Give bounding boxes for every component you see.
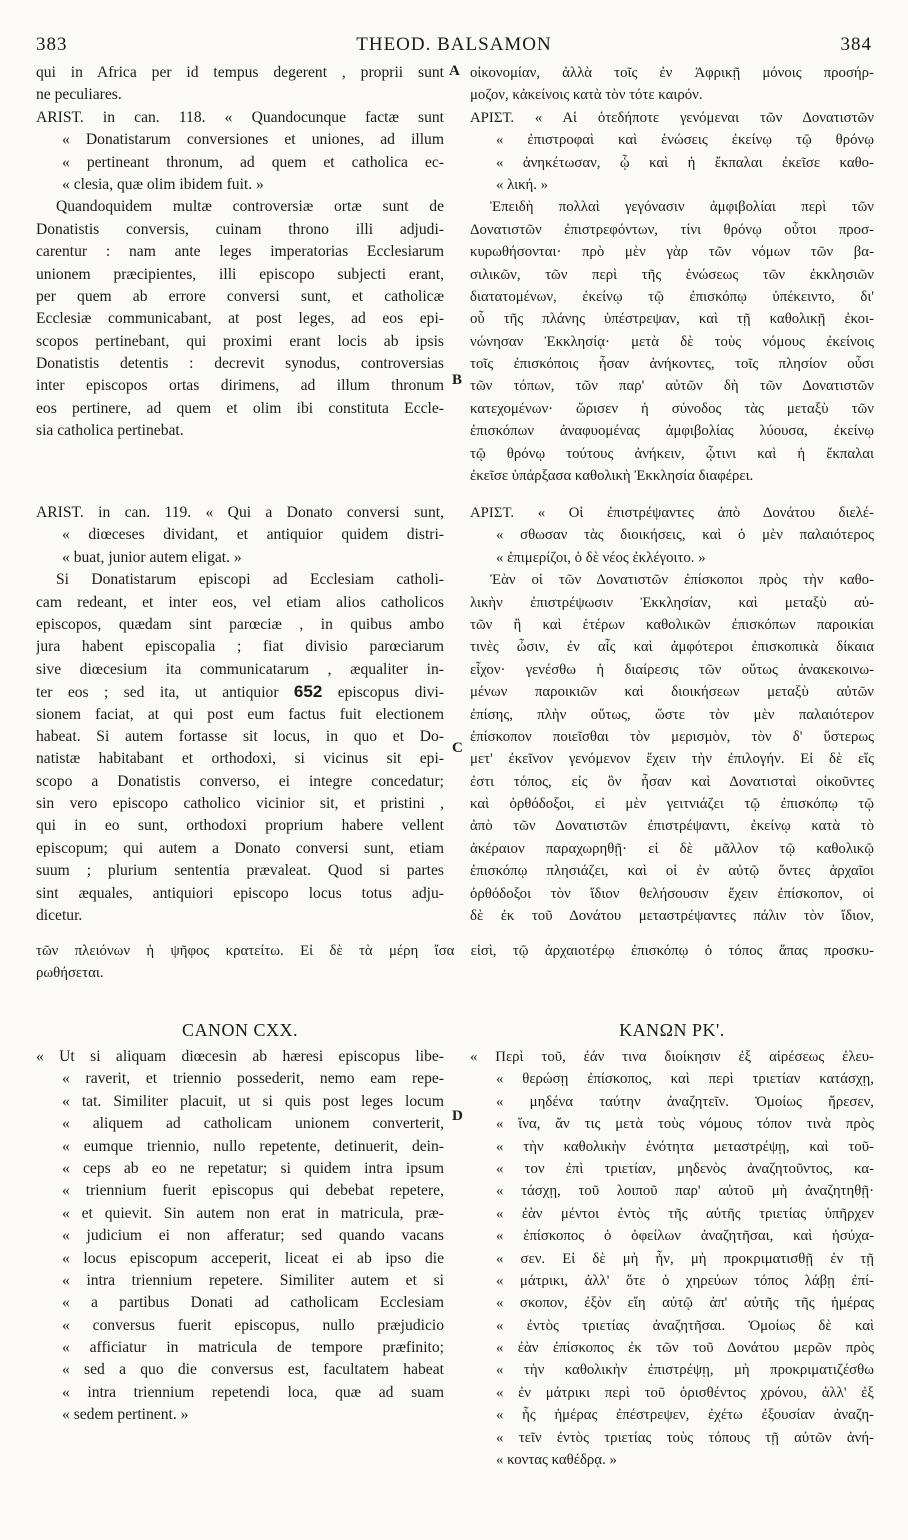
canon-latin-title: CANON CXX. bbox=[181, 1020, 298, 1040]
text-line: ἐπισκόπῳ πλησιάζει, καὶ οἱ ἐν αὐτῷ ὄντες ἀρχαῖοι bbox=[470, 863, 874, 880]
text-line: « μηδένα ταύτην ἀναζητεῖν. Ὁμοίως ἤρεσεν, bbox=[496, 1093, 874, 1110]
text-line: « σκοπον, ἐξὸν εἴη αὐτῷ ἀπ' αὐτῆς τῆς ἡμέρας bbox=[496, 1295, 874, 1312]
text-line: « afficiatur in matricula de tempore præfinito; bbox=[62, 1339, 444, 1357]
text-line: dicetur. bbox=[36, 907, 83, 925]
text-line: « θερώσῃ ἐπίσκοπος, καὶ περὶ τριετίαν κατάσχῃ, bbox=[496, 1071, 874, 1088]
latin-arist-118 bbox=[36, 107, 444, 197]
text-line: inter episcopos ortas dirimens, ad illum thronum bbox=[36, 377, 444, 395]
text-line: « ἐπίσκοπος ὁ ὀφείλων ἀναζητῆσαι, καὶ ἡσύχα- bbox=[496, 1228, 874, 1245]
text-line: σιλικῶν, τῶν περὶ τῆς ἑνώσεως τῶν ἐκκλησιῶν bbox=[470, 266, 874, 283]
text-line: δὲ ἐκ τοῦ Δονάτου μεταστρέψαντες πάλιν τὸν ἴδιον, bbox=[470, 908, 874, 925]
text-line: οἰκονομίαν, ἀλλὰ τοῖς ἐν Ἀφρικῇ μόνοις προσήρ- bbox=[470, 65, 874, 81]
text-line: « sedem pertinent. » bbox=[62, 1406, 189, 1424]
text-line: suum ; plurium sententia prævaleat. Quod si partes bbox=[36, 862, 444, 880]
text-line: « eumque triennio, nullo repetente, detinuerit, dein- bbox=[62, 1137, 444, 1155]
text-line: natistæ habitabant et orthodoxi, si vicinus sit epi- bbox=[36, 750, 444, 768]
text-line: ἀκέραιον παραχωρηθῇ· εἰ δὲ μᾶλλον τῷ καθολικῷ bbox=[470, 840, 874, 857]
text-line: « ἐντὸς τριετίας ἀναζητῆσαι. Ὁμοίως δὲ καὶ bbox=[496, 1317, 874, 1334]
text-line: « κοντας καθέδρᾳ. » bbox=[496, 1452, 617, 1469]
text-line: cam redeant, et inter eos, vel etiam alios catholicos bbox=[36, 593, 444, 611]
canon-greek-title: ΚΑΝΩΝ ΡΚ'. bbox=[619, 1020, 725, 1040]
text-line: episcopos, quædam sint parœciæ , in quibus ambo bbox=[36, 615, 444, 633]
section-marker-d: D bbox=[452, 1108, 463, 1124]
text-line: « ἐὰν μέντοι ἐντὸς τῆς αὐτῆς τριετίας ὑπῆρχεν bbox=[496, 1205, 874, 1222]
text-line: qui in eo sunt, orthodoxi proprium habere vellent bbox=[36, 817, 444, 835]
text-line: Donatistis conversis, cuinam throno illi adjudi- bbox=[36, 220, 444, 238]
text-line: « tat. Similiter placuit, ut si quis post leges locum bbox=[62, 1092, 444, 1110]
text-line: « ἀνηκέτωσαν, ᾧ καὶ ἡ ἔκπαλαι ἐκεῖσε καθο- bbox=[496, 154, 874, 171]
text-line: « intra triennium repetendi loca, quæ ad suam bbox=[62, 1383, 444, 1401]
text-line: ἐστι τόπος, εἰς ὃν ἦσαν καὶ Δονατισταὶ οἰκοῦντες bbox=[470, 773, 874, 790]
greek-top-lines bbox=[470, 62, 874, 107]
text-line: Ἐὰν οἱ τῶν Δονατιστῶν ἐπίσκοποι πρὸς τὴν καθο- bbox=[490, 572, 874, 589]
text-line: « ἐὰν ἐπίσκοπος ἐκ τῶν τοῦ Δονάτου μερῶν πρὸς bbox=[496, 1340, 874, 1357]
text-line: Ἐπειδὴ πολλαὶ γεγόνασιν ἀμφιβολίαι περὶ τῶν bbox=[490, 199, 874, 216]
text-line: τῶν ἢ καὶ ἑτέρων καθολικῶν ἐπισκόπων παροικίαι bbox=[470, 616, 874, 633]
text-line: « σθωσαν τὰς διοικήσεις, καὶ ὁ μὲν παλαιότερος bbox=[496, 527, 874, 544]
greek-middle-block bbox=[470, 502, 874, 927]
text-line: καὶ ὀρθόδοξοι, εἰ μὲν γειτνιάζει τῷ ἐπισκόπῳ τῷ bbox=[470, 796, 874, 813]
text-line: τοῖς ἐπισκόποις ἦσαν ἀνήκοντες, τοῖς πλησίον οὖσι bbox=[470, 356, 874, 373]
text-line: κυρωθήσονται· πρὸ μὲν γὰρ τῶν νόμων τῶν βα- bbox=[470, 244, 874, 261]
latin-middle-block bbox=[36, 502, 444, 927]
text-line: « Ut si aliquam diœcesin ab hæresi episcopus libe- bbox=[36, 1048, 444, 1065]
text-line: carentur : nam ante leges imperatorias Ecclesiarum bbox=[36, 243, 444, 261]
text-line: « ἵνα, ἄν τις μετὰ τοὺς νόμους τόπον τινὰ πρὸς bbox=[496, 1116, 874, 1133]
text-line: « σεν. Εἰ δὲ μὴ ἦν, μὴ προκριματισθῇ ἐν τῇ bbox=[496, 1250, 874, 1267]
text-line: τινὲς ὦσιν, ἐν αἷς καὶ ἀμφότεροι ἐπισκοπικὰ δίκαια bbox=[470, 639, 874, 656]
text-line: ἐκεῖσε ὑπάρξασα καθολικὴ Ἐκκλησία διαφέρει. bbox=[470, 468, 754, 485]
text-line: μετ' ἐκεῖνον γενόμενον ἔχειν τὴν ἐπιλογήν. Εἰ δὲ εἴς bbox=[470, 751, 874, 768]
text-line: sia catholica pertinebat. bbox=[36, 422, 184, 440]
text-line: Ecclesiæ communicabant, at post leges, ad eos epi- bbox=[36, 310, 444, 328]
text-line: ἐπίσης, πλὴν οὕτως, ὥστε τὸν μὲν παλαιότερον bbox=[470, 706, 874, 723]
text-line: « diœceses dividant, et antiquior quidem distri- bbox=[62, 526, 444, 544]
latin-paragraph-1 bbox=[36, 196, 444, 442]
text-line: ΑΡΙΣΤ. « Οἱ ἐπιστρέψαντες ἀπὸ Δονάτου διελέ- bbox=[470, 505, 874, 521]
text-line: Δονατιστῶν ἐπιστρεφόντων, τίνι θρόνῳ οὗτοι προσ- bbox=[470, 221, 874, 238]
text-line: ἀπὸ τῶν Δονατιστῶν ἐπιστρέψαντι, ἐκείνῳ κατὰ τὸ bbox=[470, 818, 874, 835]
text-line: « triennium fuerit episcopus qui debebat repetere, bbox=[62, 1182, 444, 1200]
text-fragment: ter eos ; sed ita, ut antiquior bbox=[36, 684, 279, 702]
text-line: « ἐπιμερίζοι, ὁ δὲ νέος ἐκλέγοιτο. » bbox=[496, 549, 706, 566]
greek-arist-119 bbox=[470, 502, 874, 569]
text-line: « conversus fuerit episcopus, nullo præjudicio bbox=[62, 1316, 444, 1334]
text-line: « pertineant thronum, ad quem et catholica ec- bbox=[62, 153, 444, 171]
text-line: Quandoquidem multæ controversiæ ortæ sunt de bbox=[56, 198, 444, 216]
column-number-652: 652 bbox=[293, 682, 323, 702]
text-line: scopos pertinebant, qui proximi erant locis ab ipsis bbox=[36, 332, 444, 350]
text-line: διατατομένων, ἐκείνῳ τῷ ἐπισκόπῳ ὑπέκειντο, δι' bbox=[470, 288, 874, 305]
text-line: « τεῖν ἐντὸς τριετίας τοὺς τόπους τῇ αὐτῶν ἀνή- bbox=[496, 1429, 874, 1446]
text-line: « judicium ei non afferatur; sed quando vacans bbox=[62, 1227, 444, 1245]
greek-paragraph-1 bbox=[470, 196, 874, 487]
text-line: unionem præcipientes, illi episcopo subjecti erant, bbox=[36, 265, 444, 283]
text-line: « τον ἐπὶ τριετίαν, μηδενὸς ἀναζητοῦντος, κα- bbox=[496, 1160, 874, 1177]
text-line: jura habent episcopalia ; fiat divisio parœciarum bbox=[36, 638, 444, 656]
latin-top-block bbox=[36, 62, 444, 443]
text-line: « τάσχῃ, τοῦ λοιποῦ παρ' αὐτοῦ μὴ ἀναζητηθῇ· bbox=[496, 1183, 874, 1200]
section-marker-c: C bbox=[452, 740, 463, 756]
text-line: ne peculiares. bbox=[36, 86, 122, 104]
text-line: ρωθήσεται. bbox=[36, 965, 104, 982]
text-line: « τὴν καθολικὴν ἑνότητα μεταστρέψῃ, καὶ τοῦ- bbox=[496, 1138, 874, 1155]
text-line: « locus episcopum acceperit, liceat ei ab ipso die bbox=[62, 1249, 444, 1267]
page-number-left: 383 bbox=[36, 34, 68, 55]
text-line: habeat. Si autem fortasse sit locus, in quo et Do- bbox=[36, 727, 444, 745]
text-line: « intra triennium repetere. Similiter autem et si bbox=[62, 1271, 444, 1289]
text-line: « τὴν καθολικὴν ἐπιστρέψῃ, μὴ προκριματιζέσθω bbox=[496, 1362, 874, 1379]
text-line: Donatistis detentis : decrevit synodus, controversias bbox=[36, 355, 444, 373]
text-line: ὀρθόδοξοι τὸν ἴδιον θελήσουσιν ἔχειν ἐπίσκοπον, οἱ bbox=[470, 885, 874, 902]
section-marker-a: A bbox=[449, 63, 460, 79]
text-line: sint æquales, antiquiori episcopo locus totus adju- bbox=[36, 884, 444, 902]
running-title: THEOD. BALSAMON bbox=[356, 34, 552, 55]
text-line: episcopum; qui autem a Donato conversi sunt, etiam bbox=[36, 839, 444, 857]
text-line: « sed a quo die conversus est, facultatem habeat bbox=[62, 1361, 444, 1379]
page-number-right: 384 bbox=[840, 34, 872, 55]
text-line: τῷ θρόνῳ τούτους ἀνήκειν, ᾧτινι καὶ ἡ ἔκπαλαι bbox=[470, 445, 874, 462]
text-line: Si Donatistarum episcopi ad Ecclesiam catholi- bbox=[56, 571, 444, 589]
text-line: τῶν πλειόνων ἡ ψῆφος κρατείτω. Εἰ δὲ τὰ μέρη ἴσα εἰσὶ, τῷ ἀρχαιοτέρῳ ἐπισκόπῳ ὁ τόπος ἅπας προσκυ- bbox=[36, 943, 874, 959]
latin-top-lines bbox=[36, 62, 444, 107]
text-line: « μάτρικι, ἀλλ' ὅτε ὁ χηρεύων τόπος λάβῃ ἐπί- bbox=[496, 1272, 874, 1289]
text-line: « Donatistarum conversiones et uniones, ad illum bbox=[62, 131, 444, 149]
latin-arist-119 bbox=[36, 502, 444, 569]
text-line: « ἐν μάτρικι περὶ τοῦ ὁρισθέντος χρόνου, ἀλλ' ἐξ bbox=[496, 1384, 874, 1401]
canon-latin-text bbox=[36, 1046, 444, 1427]
greek-arist-118 bbox=[470, 107, 874, 197]
text-line: κατεχομένων· ὥρισεν ἡ σύνοδος τὰς μεταξὺ τῶν bbox=[470, 400, 874, 417]
text-line: sin vero episcopo catholico vicinior sit, et pristini , bbox=[36, 795, 444, 813]
text-line: « clesia, quæ olim ibidem fuit. » bbox=[62, 175, 264, 193]
text-line: « buat, junior autem eligat. » bbox=[62, 548, 242, 566]
text-line: τῶν τόπων, τῶν παρ' αὐτῶν δὴ τῶν Δονατιστῶν bbox=[470, 378, 874, 395]
text-line: ARIST. in can. 118. « Quandocunque factæ sunt bbox=[36, 108, 444, 126]
text-line: « ἐπιστροφαὶ καὶ ἑνώσεις ἐκείνῳ τῷ θρόνῳ bbox=[496, 132, 874, 149]
section-marker-b: B bbox=[452, 372, 463, 388]
text-line: eos pertinere, ad quem et olim ibi constituta Eccle- bbox=[36, 399, 444, 417]
text-line: μοζον, κἀκείνοις κατὰ τὸν τότε καιρόν. bbox=[470, 87, 703, 104]
text-line: ἐπίσκοπον ποιεῖσθαι τὸν μερισμὸν, τὸν δ' ὕστερως bbox=[470, 728, 874, 745]
text-line: ARIST. in can. 119. « Qui a Donato conversi sunt, bbox=[36, 504, 444, 521]
text-line: « et quievit. Sin autem non erat in matricula, præ- bbox=[62, 1204, 444, 1222]
text-line: per quem ab errore conversi sunt, et catholicæ bbox=[36, 287, 444, 305]
greek-paragraph-2 bbox=[470, 569, 874, 927]
text-fragment: episcopus divi- bbox=[337, 684, 444, 702]
text-line: ἐπισκόπων ἀναφυομένας ἀμφιβολίας λύουσα, ἐκείνῳ bbox=[470, 423, 874, 440]
text-line: scopo a Donatistis converso, ei integre concedatur; bbox=[36, 772, 444, 790]
text-line: « aliquem ad catholicam unionem converterit, bbox=[62, 1115, 444, 1133]
text-line: « ἧς ἡμέρας ἐπέστρεψεν, ἐχέτω ἐξουσίαν ἀναζη- bbox=[496, 1407, 874, 1424]
text-line: νώνησαν Ἐκκλησίᾳ· μετὰ δὲ τοὺς νόμους ἐκείνοις bbox=[470, 333, 874, 350]
text-line: « raverit, et triennio possederit, nemo eam repe- bbox=[62, 1070, 444, 1088]
latin-paragraph-2 bbox=[36, 569, 444, 927]
greek-top-block bbox=[470, 62, 874, 487]
text-line: « λική. » bbox=[496, 176, 549, 193]
text-line: « Περὶ τοῦ, ἐάν τινα διοίκησιν ἐξ αἱρέσεως ἐλευ- bbox=[470, 1049, 874, 1065]
text-line: sive diœcesium ita communicatarum , æqualiter in- bbox=[36, 660, 444, 678]
text-line: εἶχον· γενέσθω ἡ διαίρεσις τῶν οὕτως ἀνακεκοινω- bbox=[470, 661, 874, 678]
text-line: λικὴν ἐπιστρέψωσιν Ἐκκλησίαν, καὶ μεταξὺ αὐ- bbox=[470, 594, 874, 611]
full-width-greek bbox=[36, 940, 874, 985]
text-line: οὗ τῆς πλάνης ὑπέστρεψαν, καὶ τῇ καθολικῇ ἐκοι- bbox=[470, 311, 874, 328]
text-line: ΑΡΙΣΤ. « Αἱ ὁτεδήποτε γενόμεναι τῶν Δονατιστῶν bbox=[470, 109, 874, 126]
canon-greek-text bbox=[470, 1046, 874, 1471]
text-line: sionem faciat, at qui post eum factus fuit electionem bbox=[36, 705, 444, 723]
text-line: qui in Africa per id tempus degerent , proprii sunt bbox=[36, 64, 444, 81]
text-line: μένων παροικιῶν καὶ διοικήσεων μεταξὺ αὐτῶν bbox=[470, 684, 874, 701]
text-line: « a partibus Donati ad catholicam Ecclesiam bbox=[62, 1294, 444, 1312]
text-line-with-column-number bbox=[36, 681, 444, 703]
text-line: « ceps ab eo ne repetatur; si quidem intra ipsum bbox=[62, 1159, 444, 1177]
